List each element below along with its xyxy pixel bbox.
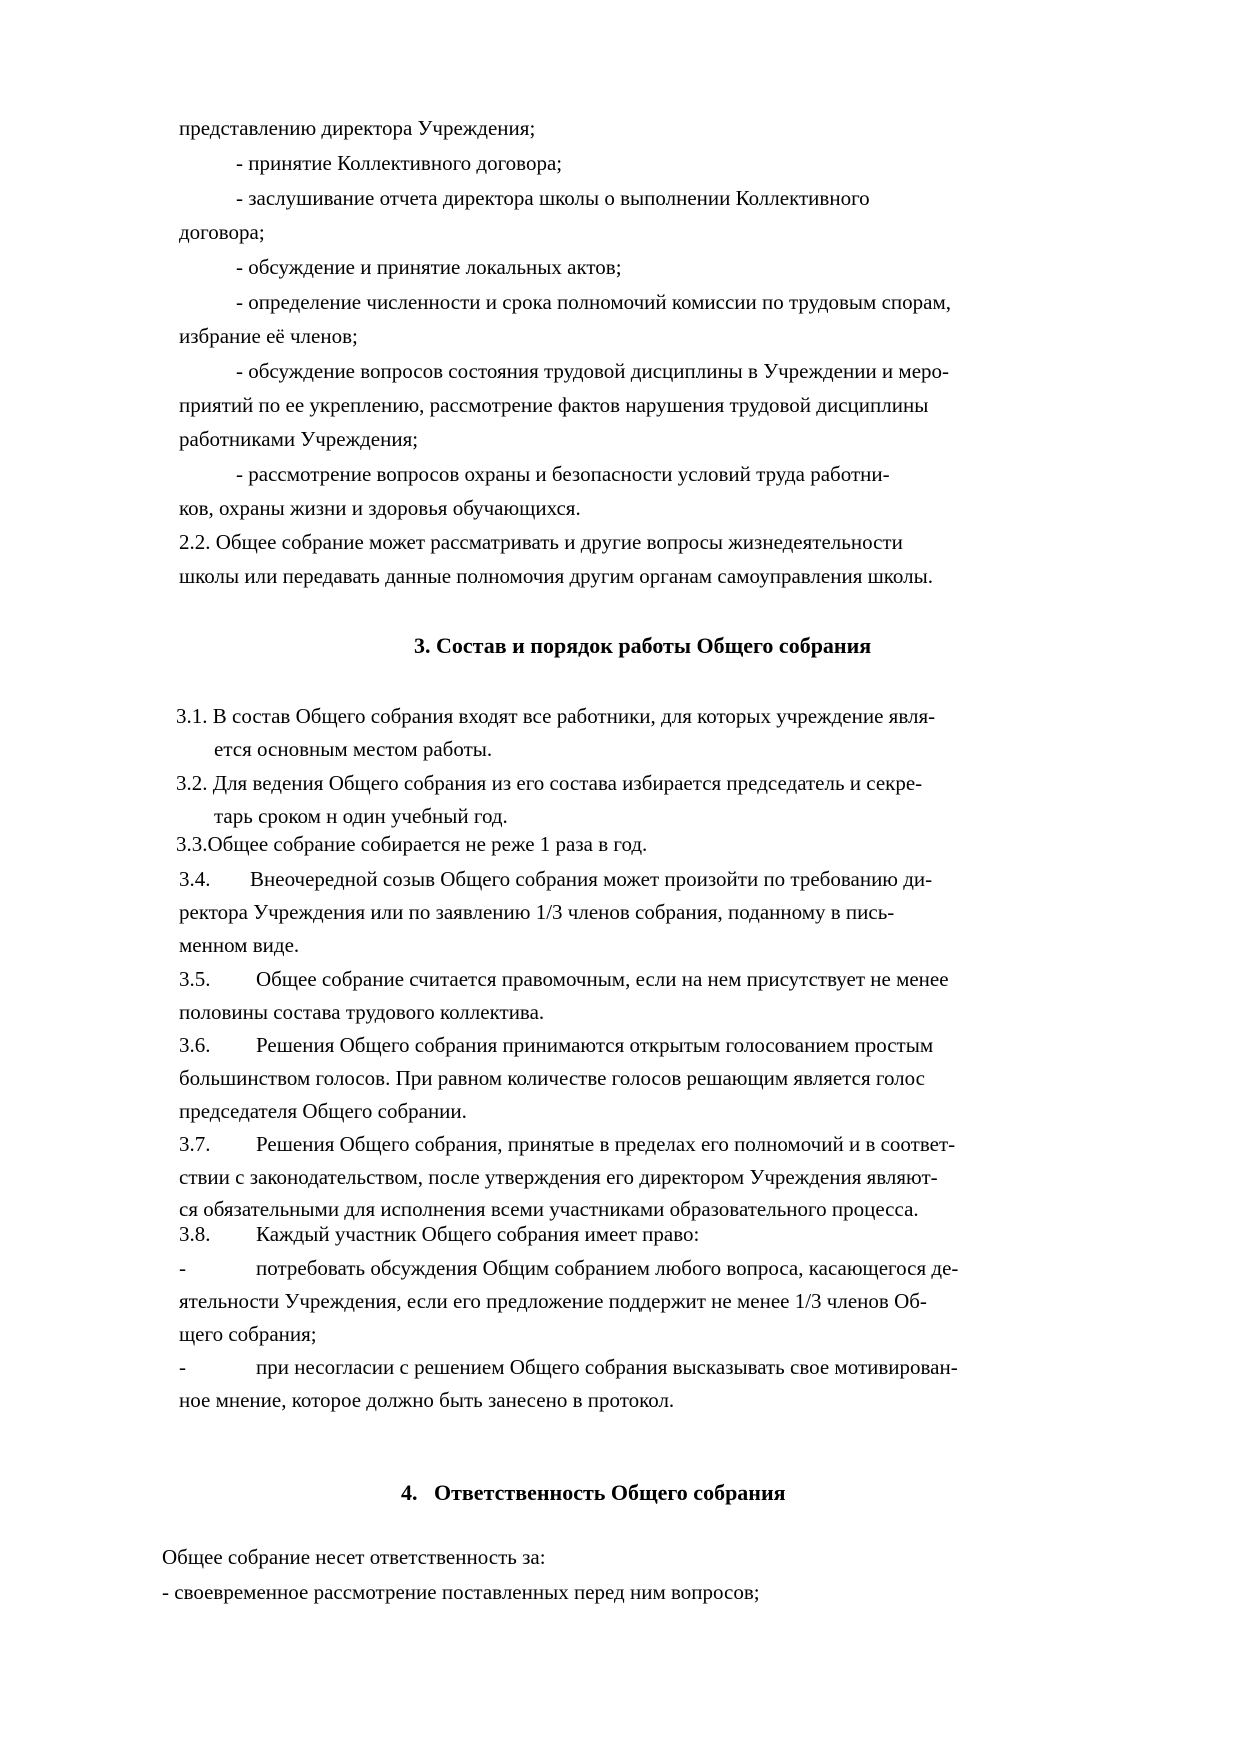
intro-tail-line: представлению директора Учреждения;: [179, 116, 536, 140]
list-item-local-acts: - обсуждение и принятие локальных актов;: [236, 255, 622, 279]
right-item-1-cont2: щего собрания;: [179, 1322, 317, 1346]
section-4-heading: 4. Ответственность Общего собрания: [401, 1480, 786, 1505]
list-item-safety-cont: ков, охраны жизни и здоровья обучающихся.: [179, 496, 581, 520]
paragraph-2-2: 2.2. Общее собрание может рассматривать и другие вопросы жизнедеятельности: [179, 530, 903, 554]
paragraph-3-6-cont1: большинством голосов. При равном количестве голосов решающим является голос: [179, 1066, 925, 1090]
paragraph-3-6: Решения Общего собрания принимаются открытым голосованием простым: [256, 1033, 934, 1057]
section-4-item-1: - своевременное рассмотрение поставленных перед ним вопросов;: [162, 1580, 760, 1604]
section-3-heading: 3. Состав и порядок работы Общего собрания: [414, 633, 872, 658]
paragraph-3-4-cont2: менном виде.: [179, 933, 300, 957]
right-item-1: потребовать обсуждения Общим собранием любого вопроса, касающегося де-: [256, 1256, 959, 1280]
list-item-labor-disputes-cont: избрание её членов;: [179, 324, 358, 348]
list-item-discipline-cont2: работниками Учреждения;: [179, 427, 419, 451]
list-item-discipline: - обсуждение вопросов состояния трудовой дисциплины в Учреждении и меро-: [236, 359, 950, 383]
paragraph-3-4-number: 3.4.: [179, 867, 211, 891]
paragraph-3-4: Внеочередной созыв Общего собрания может произойти по требованию ди-: [250, 867, 933, 891]
right-item-1-dash: -: [179, 1256, 186, 1280]
paragraph-3-8-number: 3.8.: [179, 1222, 211, 1246]
paragraph-3-2-cont: тарь сроком н один учебный год.: [214, 804, 508, 828]
paragraph-3-6-number: 3.6.: [179, 1033, 211, 1057]
list-item-safety: - рассмотрение вопросов охраны и безопасности условий труда работни-: [236, 462, 890, 486]
list-item-discipline-cont1: приятий по ее укреплению, рассмотрение фактов нарушения трудовой дисциплины: [179, 393, 929, 417]
paragraph-2-2-cont: школы или передавать данные полномочия другим органам самоуправления школы.: [179, 564, 933, 588]
list-item-labor-disputes: - определение численности и срока полномочий комиссии по трудовым спорам,: [236, 290, 951, 314]
right-item-1-cont1: ятельности Учреждения, если его предложение поддержит не менее 1/3 членов Об-: [179, 1289, 927, 1313]
paragraph-3-3: 3.3.Общее собрание собирается не реже 1 раза в год.: [176, 832, 648, 856]
paragraph-3-5-cont: половины состава трудового коллектива.: [179, 1000, 545, 1024]
list-item-director-report: - заслушивание отчета директора школы о выполнении Коллективного: [236, 186, 870, 210]
paragraph-3-8: Каждый участник Общего собрания имеет право:: [256, 1222, 700, 1246]
right-item-2-cont: ное мнение, которое должно быть занесено в протокол.: [179, 1388, 675, 1412]
paragraph-3-2: 3.2. Для ведения Общего собрания из его состава избирается председатель и секре-: [176, 771, 923, 795]
paragraph-3-7-number: 3.7.: [179, 1132, 211, 1156]
right-item-2-dash: -: [179, 1355, 186, 1379]
paragraph-3-6-cont2: председателя Общего собрании.: [179, 1099, 467, 1123]
right-item-2: при несогласии с решением Общего собрания высказывать свое мотивирован-: [256, 1355, 958, 1379]
paragraph-3-7: Решения Общего собрания, принятые в пределах его полномочий и в соответ-: [256, 1132, 956, 1156]
paragraph-3-7-cont1: ствии с законодательством, после утверждения его директором Учреждения являют-: [179, 1165, 938, 1189]
paragraph-3-5: Общее собрание считается правомочным, если на нем присутствует не менее: [256, 967, 949, 991]
section-4-intro: Общее собрание несет ответственность за:: [162, 1545, 546, 1569]
paragraph-3-1-cont: ется основным местом работы.: [214, 737, 493, 761]
paragraph-3-4-cont1: ректора Учреждения или по заявлению 1/3 членов собрания, поданному в пись-: [179, 900, 895, 924]
paragraph-3-5-number: 3.5.: [179, 967, 211, 991]
paragraph-3-7-cont2: ся обязательными для исполнения всеми участниками образовательного процесса.: [179, 1197, 919, 1221]
paragraph-3-1: 3.1. В состав Общего собрания входят все работники, для которых учреждение явля-: [176, 704, 936, 728]
list-item-director-report-cont: договора;: [179, 220, 265, 244]
list-item-collective-agreement: - принятие Коллективного договора;: [236, 151, 563, 175]
